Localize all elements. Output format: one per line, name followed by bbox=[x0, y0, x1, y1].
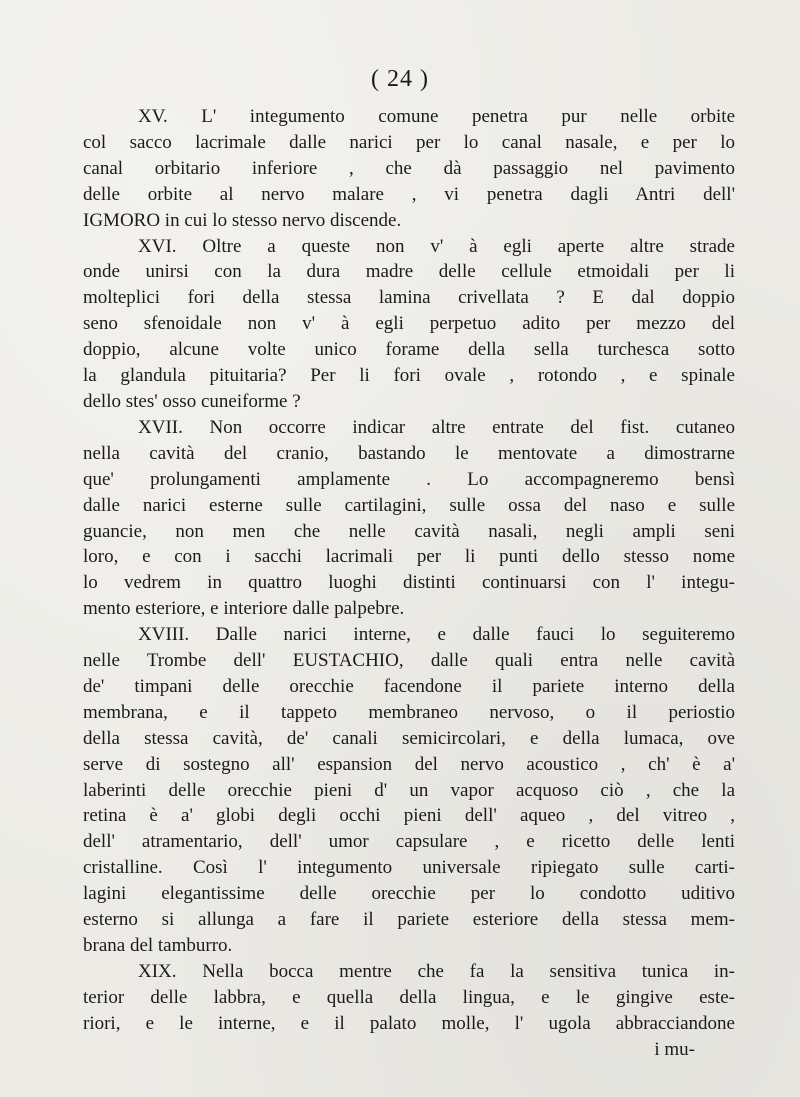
text-line: IGMORO in cui lo stesso nervo discende. bbox=[83, 209, 402, 231]
text-line: dell' atramentario, dell' umor capsulare , e ricetto delle lenti bbox=[83, 831, 735, 853]
text-line: lagini elegantissime delle orecchie per lo condotto uditivo bbox=[83, 883, 735, 905]
text-line: terior delle labbra, e quella della lingua, e le gingive este- bbox=[83, 986, 735, 1008]
text-line: XV. L' integumento comune penetra pur nelle orbite bbox=[138, 106, 735, 127]
text-line: XVI. Oltre a queste non v' à egli aperte altre strade bbox=[138, 235, 735, 257]
text-line: doppio, alcune volte unico forame della sella turchesca sotto bbox=[83, 339, 735, 361]
body-text bbox=[83, 104, 735, 1063]
text-line: della stessa cavità, de' canali semicircolari, e della lumaca, ove bbox=[83, 727, 735, 749]
text-line: dalle narici esterne sulle cartilagini, sulle ossa del naso e sulle bbox=[83, 494, 735, 516]
text-line: cristalline. Così l' integumento universale ripiegato sulle carti- bbox=[83, 857, 735, 879]
text-line: laberinti delle orecchie pieni d' un vapor acquoso ciò , che la bbox=[83, 779, 735, 801]
text-line: nella cavità del cranio, bastando le mentovate a dimostrarne bbox=[83, 442, 735, 464]
text-line: riori, e le interne, e il palato molle, l' ugola abbracciandone bbox=[83, 1012, 735, 1034]
text-line: molteplici fori della stessa lamina crivellata ? E dal doppio bbox=[83, 287, 735, 309]
text-line: la glandula pituitaria? Per li fori ovale , rotondo , e spinale bbox=[83, 365, 735, 387]
text-line: loro, e con i sacchi lacrimali per li punti dello stesso nome bbox=[83, 546, 735, 568]
text-line: retina è a' globi degli occhi pieni dell' aqueo , del vitreo , bbox=[83, 805, 735, 827]
text-line: nelle Trombe dell' EUSTACHIO, dalle quali entra nelle cavità bbox=[83, 650, 735, 672]
text-line: canal orbitario inferiore , che dà passaggio nel pavimento bbox=[83, 157, 735, 179]
text-line: de' timpani delle orecchie facendone il pariete interno della bbox=[83, 675, 735, 697]
page-number: ( 24 ) bbox=[371, 66, 429, 92]
catchword: i mu- bbox=[654, 1038, 695, 1060]
text-line: que' prolungamenti amplamente . Lo accompagneremo bensì bbox=[83, 468, 735, 490]
text-line: serve di sostegno all' espansion del nervo acoustico , ch' è a' bbox=[83, 753, 735, 775]
text-line: col sacco lacrimale dalle narici per lo canal nasale, e per lo bbox=[83, 131, 735, 153]
text-line: brana del tamburro. bbox=[83, 935, 233, 956]
text-line: XVII. Non occorre indicar altre entrate del fist. cutaneo bbox=[138, 416, 735, 438]
text-line: dello stes' osso cuneiforme ? bbox=[83, 390, 301, 412]
text-line: XIX. Nella bocca mentre che fa la sensitiva tunica in- bbox=[138, 960, 735, 982]
text-line: XVIII. Dalle narici interne, e dalle fauci lo seguiteremo bbox=[138, 624, 735, 646]
text-line: mento esteriore, e interiore dalle palpebre. bbox=[83, 598, 405, 620]
text-line: guancie, non men che nelle cavità nasali, negli ampli seni bbox=[83, 520, 735, 542]
text-line: lo vedrem in quattro luoghi distinti continuarsi con l' integu- bbox=[83, 572, 735, 594]
text-line: membrana, e il tappeto membraneo nervoso, o il periostio bbox=[83, 701, 735, 723]
text-line: seno sfenoidale non v' à egli perpetuo adito per mezzo del bbox=[83, 313, 735, 335]
text-line: delle orbite al nervo malare , vi penetra dagli Antri dell' bbox=[83, 183, 735, 205]
text-line: onde unirsi con la dura madre delle cellule etmoidali per li bbox=[83, 261, 735, 283]
text-line: esterno si allunga a fare il pariete esteriore della stessa mem- bbox=[83, 909, 735, 931]
